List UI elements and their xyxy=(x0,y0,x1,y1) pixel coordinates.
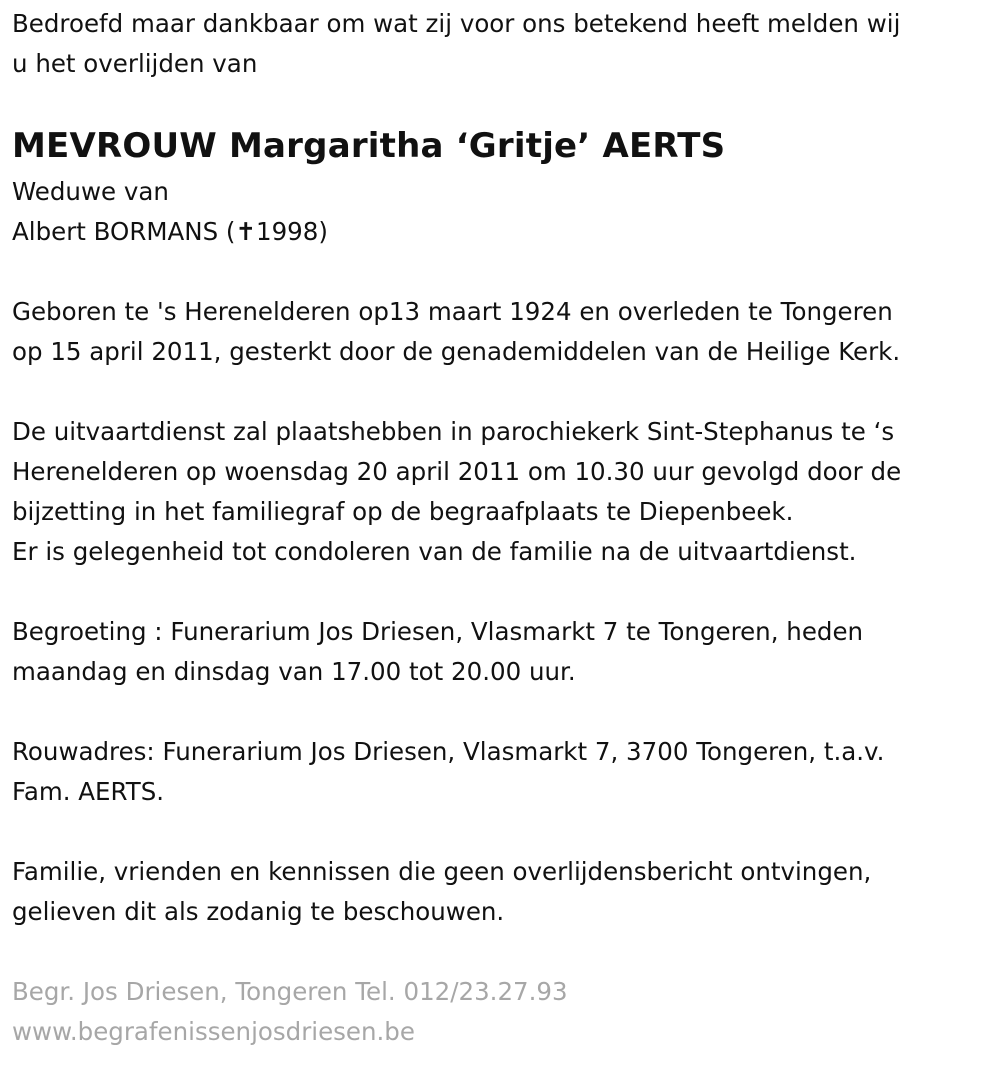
spouse-info xyxy=(12,172,992,252)
closing-paragraph xyxy=(12,852,992,932)
spacer xyxy=(12,812,992,852)
funeral-line: De uitvaartdienst zal plaatshebben in parochiekerk Sint-Stephanus te ‘s xyxy=(12,417,895,446)
address-line: Fam. AERTS. xyxy=(12,777,165,806)
address-paragraph xyxy=(12,732,992,812)
footer xyxy=(12,972,992,1052)
spouse-line: Albert BORMANS (✝1998) xyxy=(12,217,328,246)
closing-line: Familie, vrienden en kennissen die geen overlijdensbericht ontvingen, xyxy=(12,857,872,886)
spacer xyxy=(12,932,992,972)
spacer xyxy=(12,692,992,732)
visitation-line: maandag en dinsdag van 17.00 tot 20.00 uur. xyxy=(12,657,576,686)
intro-line: u het overlijden van xyxy=(12,49,258,78)
visitation-paragraph xyxy=(12,612,992,692)
spacer xyxy=(12,572,992,612)
funeral-line: bijzetting in het familiegraf op de begraafplaats te Diepenbeek. xyxy=(12,497,794,526)
spacer xyxy=(12,372,992,412)
birth-death-paragraph xyxy=(12,292,992,372)
birth-death-line: Geboren te 's Herenelderen op13 maart 1924 en overleden te Tongeren xyxy=(12,297,893,326)
funeral-line: Herenelderen op woensdag 20 april 2011 om 10.30 uur gevolgd door de xyxy=(12,457,902,486)
spouse-line: Weduwe van xyxy=(12,177,169,206)
birth-death-line: op 15 april 2011, gesterkt door de genademiddelen van de Heilige Kerk. xyxy=(12,337,901,366)
visitation-line: Begroeting : Funerarium Jos Driesen, Vlasmarkt 7 te Tongeren, heden xyxy=(12,617,864,646)
undertaker-info: Begr. Jos Driesen, Tongeren Tel. 012/23.27.93 xyxy=(12,977,568,1006)
deceased-name: MEVROUW Margaritha ‘Gritje’ AERTS xyxy=(12,126,726,166)
closing-line: gelieven dit als zodanig te beschouwen. xyxy=(12,897,505,926)
website-link[interactable]: www.begrafenissenjosdriesen.be xyxy=(12,1017,415,1046)
intro-paragraph xyxy=(12,0,992,84)
funeral-line: Er is gelegenheid tot condoleren van de familie na de uitvaartdienst. xyxy=(12,537,857,566)
spacer xyxy=(12,252,992,292)
funeral-paragraph xyxy=(12,412,992,572)
intro-line: Bedroefd maar dankbaar om wat zij voor ons betekend heeft melden wij xyxy=(12,9,901,38)
death-notice xyxy=(12,0,992,1052)
address-line: Rouwadres: Funerarium Jos Driesen, Vlasmarkt 7, 3700 Tongeren, t.a.v. xyxy=(12,737,885,766)
